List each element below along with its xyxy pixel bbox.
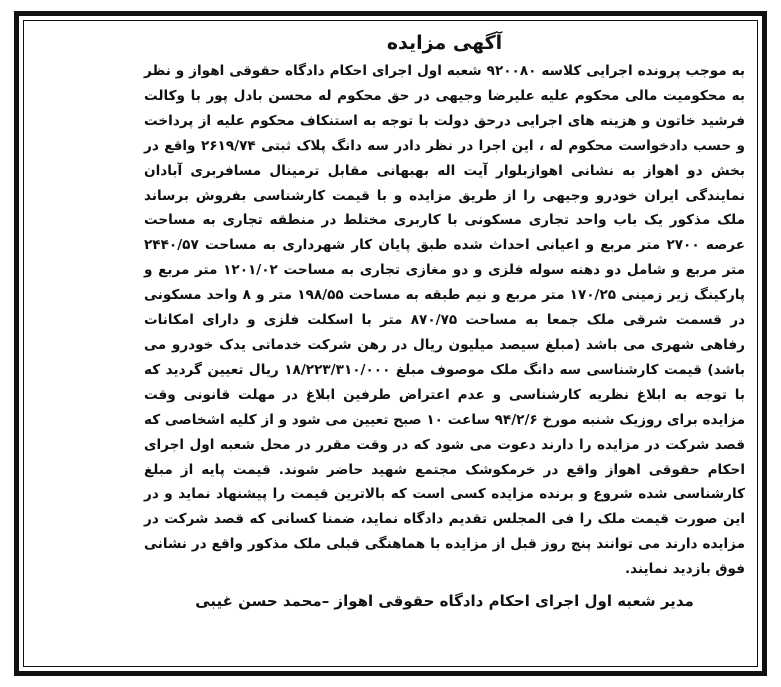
- notice-signature: مدیر شعبه اول اجرای احکام دادگاه حقوقی اهواز –محمد حسن غیبی: [195, 592, 694, 611]
- notice-inner-border: [23, 20, 758, 667]
- notice-body: به موجب پرونده اجرایی کلاسه ۹۲۰۰۸۰ شعبه اول اجرای احکام دادگاه حقوقی اهواز و نظر به محکومیت مالی محکوم علیه علیرضا وجیهی در حق محکوم له محسن بادل پور با وکالت فرشید خاتون و هزینه های اجرایی درحق دولت با توجه به استنکاف محکوم علیه از پرداخت و حسب دادخواست محکوم له ، این اجرا در نظر دادر سه دانگ پلاک ثبتی ۲۶۱۹/۷۴ واقع در بخش دو اهواز به نشانی اهوازبلوار آیت اله بهبهانی مقابل ترمینال مسافربری آبادان نمایندگی ایران خودرو وجیهی را از طریق مزایده و با قیمت کارشناسی بفروش برساند ملک مذکور یک باب واحد تجاری مسکونی با کاربری مختلط در منطقه تجاری به مساحت عرصه ۲۷۰۰ متر مربع و اعیانی احداث شده طبق پایان کار شهرداری به مساحت ۲۴۴۰/۵۷ متر مربع و شامل دو دهنه سوله فلزی و دو مغازی تجاری به مساحت ۱۲۰۱/۰۲ متر مربع و پارکینگ زیر زمینی ۱۷۰/۲۵ متر مربع و نیم طبقه به مساحت ۱۹۸/۵۵ متر و ۸ واحد مسکونی در قسمت شرقی ملک جمعا به مساحت ۸۷۰/۷۵ متر با اسکلت فلزی و دارای امکانات رفاهی شهری می باشد (مبلغ سیصد میلیون ریال در رهن شرکت خدماتی یدک خودرو می باشد) قیمت کارشناسی سه دانگ ملک موصوف مبلغ ۱۸/۲۲۳/۳۱۰/۰۰۰ ریال تعیین گردید که با توجه به ابلاغ نظریه کارشناسی و عدم اعتراض طرفین ابلاغ در مهلت قانونی وقت مزایده برای روزیک شنبه مورخ ۹۴/۲/۶ ساعت ۱۰ صبح تعیین می شود و از کلیه اشخاصی که قصد شرکت در مزایده را دارند دعوت می شود که در وقت مقرر در محل شعبه اول اجرای احکام حقوقی اهواز واقع در خرمکوشک مجتمع شهید حاضر شوند. قیمت پایه از مبلغ کارشناسی شده شروع و برنده مزایده کسی است که بالاترین قیمت را پیشنهاد نماید و در این صورت قیمت ملک را فی المجلس تقدیم دادگاه نماید، ضمنا کسانی که قصد شرکت در مزایده دارند می توانند پنج روز قبل از مزایده با هماهنگی قبلی ملک مذکور واقع در نشانی فوق بازدید نمایند.: [144, 63, 746, 578]
- notice-outer-border: [14, 11, 767, 676]
- notice-content: [144, 31, 745, 656]
- notice-title: آگهی مزایده: [386, 32, 503, 54]
